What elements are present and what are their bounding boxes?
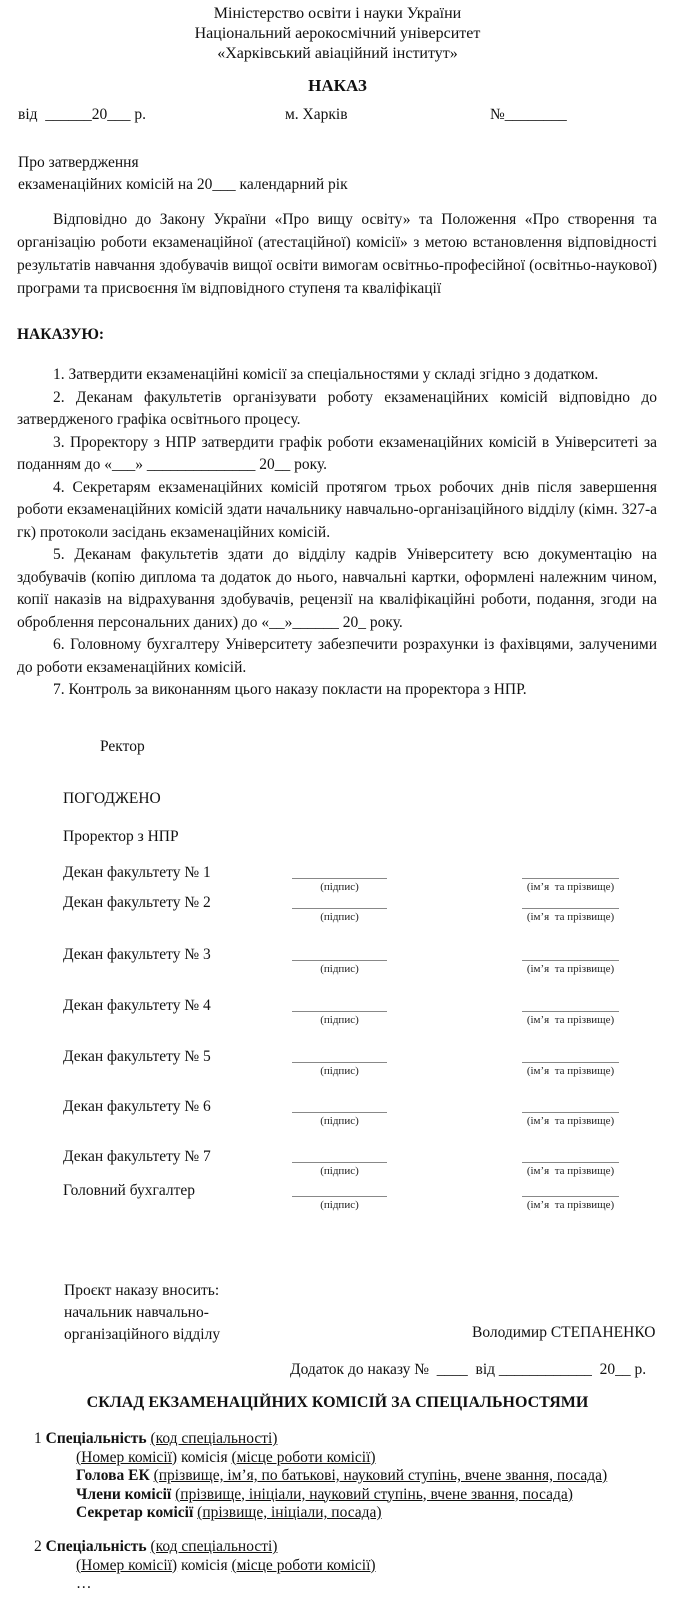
org-header	[0, 4, 675, 64]
order-number: №________	[490, 106, 567, 123]
name-caption: (ім’я та прізвище)	[526, 963, 615, 975]
commission-word: комісія	[180, 1448, 228, 1466]
signatory-label: Головний бухгалтер	[63, 1182, 196, 1199]
preamble-paragraph: Відповідно до Закону України «Про вищу освіту» та Положення «Про створення та організацію роботи екзаменаційної (атестаційної) комісії» з метою встановлення відповідності результатів навчання здобувачів вищої освіти вимогам освітньо-професійної (освітньо-наукової) програми та присвоєння їм відповідного ступеня та кваліфікації	[17, 211, 657, 297]
name-caption: (ім’я та прізвище)	[526, 881, 615, 893]
subject-block	[18, 152, 348, 196]
order-item-6: 6. Головному бухгалтеру Університету забезпечити розрахунки із фахівцями, залученими до роботи екзаменаційних комісій.	[17, 636, 657, 676]
spec-secretary-line	[76, 1504, 607, 1523]
signature-row-chief-accountant	[0, 1182, 675, 1226]
signatory-label: Декан факультету № 2	[63, 894, 211, 911]
name-line	[522, 878, 619, 879]
doc-title: НАКАЗ	[308, 76, 367, 95]
signature-cell	[292, 1162, 387, 1177]
name-line	[522, 960, 619, 961]
signature-caption: (підпис)	[320, 881, 359, 893]
order-keyword: НАКАЗУЮ:	[17, 326, 105, 343]
signature-caption: (підпис)	[320, 1115, 359, 1127]
name-caption: (ім’я та прізвище)	[526, 1014, 615, 1026]
name-line	[522, 1196, 619, 1197]
commission-number: (Номер комісії)	[76, 1556, 178, 1574]
name-line	[522, 908, 619, 909]
submitter-line-2: начальник навчально-	[64, 1304, 209, 1321]
order-item-2: 2. Деканам факультетів організувати роботу екзаменаційних комісій відповідно до затвердженого графіка освітнього процесу.	[17, 388, 657, 428]
spec-label: Спеціальність	[45, 1430, 147, 1447]
org-name-line-2: Національний аерокосмічний університет	[194, 25, 481, 42]
spec-number: 2	[34, 1538, 42, 1555]
rector-label: Ректор	[100, 738, 145, 755]
signatory-label: Декан факультету № 5	[63, 1048, 211, 1065]
order-item-5: 5. Деканам факультетів здати до відділу кадрів Університету всю документацію на здобувачів (копію диплома та додаток до нього, навчальні картки, оформлені належним чином, копії наказів на відрахування здобувачів, рецензії на кваліфікаційні роботи, подання, згоди на оброблення персональних даних) до «__»______ 20_ року.	[17, 546, 657, 631]
signature-line	[292, 1112, 387, 1113]
name-caption: (ім’я та прізвище)	[526, 1115, 615, 1127]
signature-row-dean-2	[0, 894, 675, 938]
commission-place: (місце роботи комісії)	[231, 1448, 376, 1466]
name-cell	[522, 1162, 619, 1177]
spec-members-line	[76, 1486, 607, 1505]
spec-code: (код спеціальності)	[150, 1538, 278, 1555]
agreed-label: ПОГОДЖЕНО	[63, 790, 161, 807]
signatory-label: Декан факультету № 6	[63, 1098, 211, 1115]
order-item-3: 3. Проректору з НПР затвердити графік роботи екзаменаційних комісій в Університеті за поданням до «___» ______________ 20__ року.	[17, 433, 657, 473]
name-caption: (ім’я та прізвище)	[526, 1065, 615, 1077]
org-name-line-1: Міністерство освіти і науки України	[213, 5, 462, 22]
order-item-1: 1. Затвердити екзаменаційні комісії за спеціальностями у складі згідно з додатком.	[53, 366, 599, 383]
signature-cell	[292, 1112, 387, 1127]
signature-cell	[292, 1062, 387, 1077]
signature-row-dean-3	[0, 946, 675, 990]
members-desc: (прізвище, ініціали, науковий ступінь, вчене звання, посада)	[175, 1485, 573, 1503]
city-label: м. Харків	[285, 106, 348, 123]
subject-line-1: Про затвердження	[18, 154, 139, 171]
vice-rector-label: Проректор з НПР	[63, 828, 179, 845]
name-line	[522, 1062, 619, 1063]
submitter-line-1: Проєкт наказу вносить:	[64, 1282, 220, 1299]
commission-place: (місце роботи комісії)	[231, 1556, 376, 1574]
name-cell	[522, 1196, 619, 1211]
order-items	[17, 364, 657, 702]
date-row	[0, 106, 675, 126]
spec-entry-2	[34, 1538, 376, 1594]
signature-row-dean-5	[0, 1048, 675, 1092]
submitter-name: Володимир СТЕПАНЕНКО	[472, 1324, 656, 1341]
name-caption: (ім’я та прізвище)	[526, 1165, 615, 1177]
head-desc: (прізвище, ім’я, по батькові, науковий ступінь, вчене звання, посада)	[153, 1467, 608, 1484]
signature-cell	[292, 1011, 387, 1026]
spec-number: 1	[34, 1430, 42, 1447]
signatory-label: Декан факультету № 3	[63, 946, 211, 963]
commission-number: (Номер комісії)	[76, 1448, 178, 1466]
spec-head-line	[76, 1467, 607, 1486]
annex-title: СКЛАД ЕКЗАМЕНАЦІЙНИХ КОМІСІЙ ЗА СПЕЦІАЛЬНОСТЯМИ	[86, 1394, 589, 1411]
signature-caption: (підпис)	[320, 911, 359, 923]
org-name-line-3: «Харківський авіаційний інститут»	[217, 45, 458, 62]
name-cell	[522, 1112, 619, 1127]
submitter-line-3: організаційного відділу	[64, 1326, 221, 1343]
secretary-desc: (прізвище, ініціали, посада)	[197, 1504, 382, 1521]
secretary-label: Секретар комісії	[76, 1504, 194, 1521]
signature-row-dean-4	[0, 997, 675, 1041]
members-label: Члени комісії	[76, 1485, 172, 1503]
name-line	[522, 1011, 619, 1012]
spec-heading	[34, 1430, 607, 1449]
signature-line	[292, 1196, 387, 1197]
signature-caption: (підпис)	[320, 1165, 359, 1177]
annex-reference: Додаток до наказу № ____ від ____________ 20__ р.	[290, 1361, 647, 1378]
spec-ellipsis: …	[76, 1575, 92, 1592]
name-caption: (ім’я та прізвище)	[526, 911, 615, 923]
name-line	[522, 1112, 619, 1113]
name-line	[522, 1162, 619, 1163]
head-label: Голова ЕК	[76, 1467, 150, 1484]
spec-commission-line	[76, 1557, 376, 1576]
signature-cell	[292, 960, 387, 975]
signatory-label: Декан факультету № 1	[63, 864, 211, 881]
spec-entry-1	[34, 1430, 607, 1523]
signature-line	[292, 1062, 387, 1063]
name-cell	[522, 960, 619, 975]
signature-cell	[292, 908, 387, 923]
signatory-label: Декан факультету № 4	[63, 997, 211, 1014]
signature-line	[292, 908, 387, 909]
name-cell	[522, 878, 619, 893]
signature-line	[292, 960, 387, 961]
spec-commission-line	[76, 1449, 607, 1468]
spec-code: (код спеціальності)	[150, 1430, 278, 1447]
signature-caption: (підпис)	[320, 1199, 359, 1211]
order-item-4: 4. Секретарям екзаменаційних комісій протягом трьох робочих днів після завершення роботи екзаменаційних комісій здати начальнику навчально-організаційного відділу (кімн. 327-а гк) протоколи засідань екзаменаційних комісій.	[17, 478, 657, 541]
commission-word: комісія	[180, 1556, 228, 1574]
signature-line	[292, 878, 387, 879]
name-cell	[522, 1011, 619, 1026]
spec-heading	[34, 1538, 376, 1557]
name-caption: (ім’я та прізвище)	[526, 1199, 615, 1211]
signature-line	[292, 1162, 387, 1163]
name-cell	[522, 1062, 619, 1077]
order-item-7: 7. Контроль за виконанням цього наказу покласти на проректора з НПР.	[53, 681, 527, 698]
submitter-note	[64, 1280, 220, 1346]
signature-caption: (підпис)	[320, 1014, 359, 1026]
date-line: від ______20___ р.	[18, 106, 147, 123]
signature-caption: (підпис)	[320, 963, 359, 975]
signature-cell	[292, 878, 387, 893]
spec-label: Спеціальність	[45, 1538, 147, 1555]
signature-cell	[292, 1196, 387, 1211]
signatory-label: Декан факультету № 7	[63, 1148, 211, 1165]
subject-line-2: екзаменаційних комісій на 20___ календарний рік	[18, 176, 348, 193]
signature-caption: (підпис)	[320, 1065, 359, 1077]
signature-line	[292, 1011, 387, 1012]
name-cell	[522, 908, 619, 923]
signature-row-dean-6	[0, 1098, 675, 1142]
